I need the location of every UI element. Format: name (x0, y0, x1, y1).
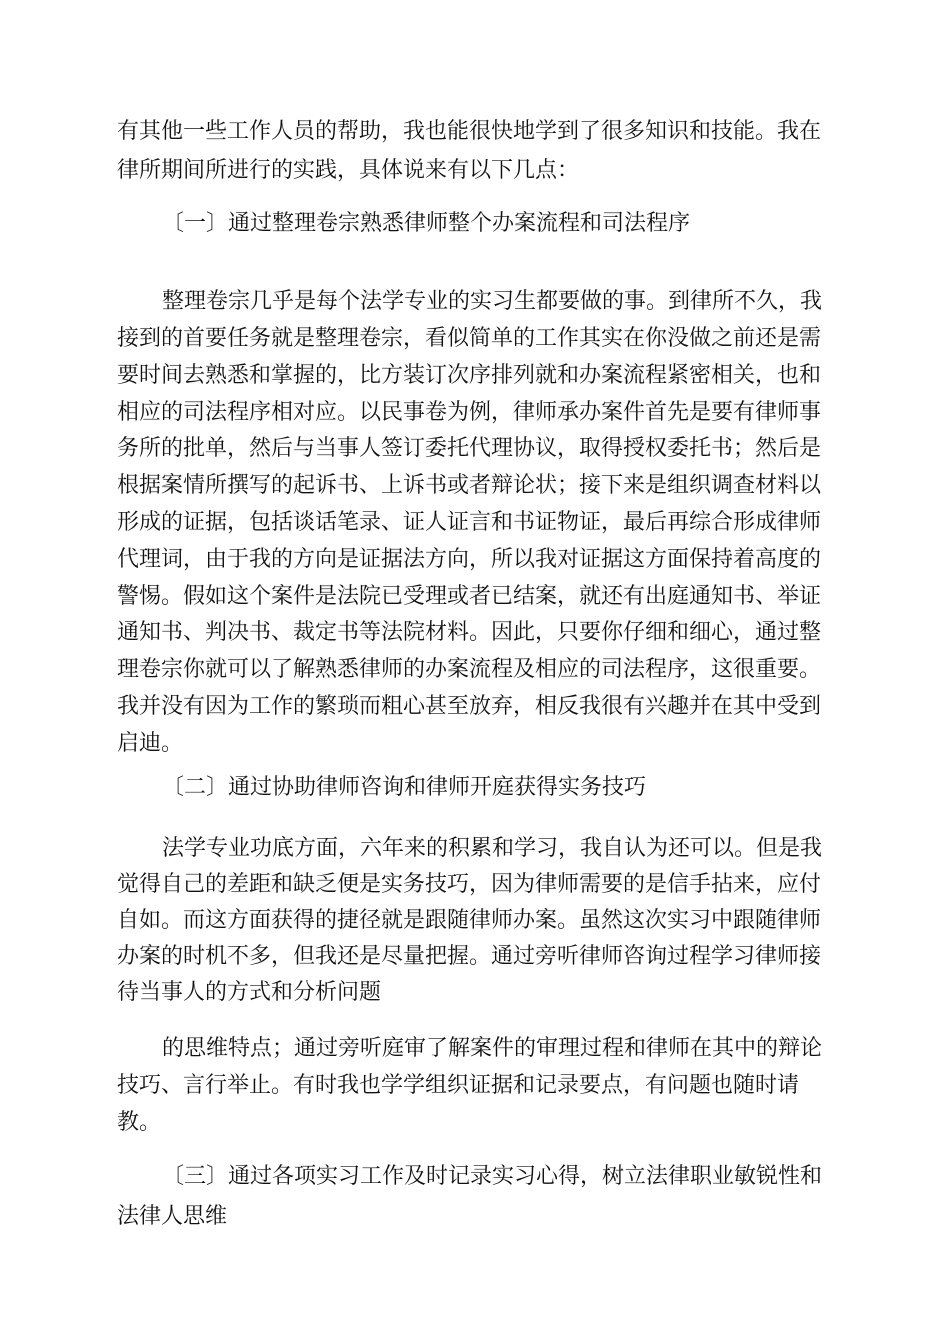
text-line: 务所的批单，然后与当事人签订委托代理协议，取得授权委托书；然后是 (117, 436, 822, 461)
text-line: 接到的首要任务就是整理卷宗，看似简单的工作其实在你没做之前还是需 (117, 326, 822, 351)
text-line: 启迪。 (117, 731, 184, 756)
text-line: 办案的时机不多，但我还是尽量把握。通过旁听律师咨询过程学习律师接 (117, 944, 822, 969)
text-line: 理卷宗你就可以了解熟悉律师的办案流程及相应的司法程序，这很重要。 (117, 657, 822, 682)
section-heading: 〔三〕通过各项实习工作及时记录实习心得，树立法律职业敏锐性和 (162, 1164, 823, 1189)
text-line: 自如。而这方面获得的捷径就是跟随律师办案。虽然这次实习中跟随律师 (117, 908, 822, 933)
text-line: 有其他一些工作人员的帮助，我也能很快地学到了很多知识和技能。我在 (117, 119, 822, 144)
text-line: 根据案情所撰写的起诉书、上诉书或者辩论状；接下来是组织调查材料以 (117, 473, 822, 498)
text-line: 整理卷宗几乎是每个法学专业的实习生都要做的事。到律所不久，我 (162, 289, 823, 314)
section-heading: 法律人思维 (117, 1204, 228, 1229)
text-line: 待当事人的方式和分析问题 (117, 980, 382, 1005)
text-line: 相应的司法程序相对应。以民事卷为例，律师承办案件首先是要有律师事 (117, 400, 822, 425)
text-line: 教。 (117, 1110, 162, 1135)
text-line: 觉得自己的差距和缺乏便是实务技巧，因为律师需要的是信手拈来，应付 (117, 872, 822, 897)
text-line: 要时间去熟悉和掌握的，比方装订次序排列就和办案流程紧密相关，也和 (117, 363, 822, 388)
text-line: 形成的证据，包括谈话笔录、证人证言和书证物证，最后再综合形成律师 (117, 510, 822, 535)
text-line: 代理词，由于我的方向是证据法方向，所以我对证据这方面保持着高度的 (117, 547, 822, 572)
text-line: 法学专业功底方面，六年来的积累和学习，我自认为还可以。但是我 (162, 836, 823, 861)
text-line: 的思维特点；通过旁听庭审了解案件的审理过程和律师在其中的辩论 (162, 1036, 823, 1061)
text-line: 通知书、判决书、裁定书等法院材料。因此，只要你仔细和细心，通过整 (117, 620, 822, 645)
text-line: 律所期间所进行的实践，具体说来有以下几点： (117, 158, 580, 183)
section-heading: 〔二〕通过协助律师咨询和律师开庭获得实务技巧 (162, 775, 647, 800)
section-heading: 〔一〕通过整理卷宗熟悉律师整个办案流程和司法程序 (162, 211, 691, 236)
text-line: 警惕。假如这个案件是法院已受理或者已结案，就还有出庭通知书、举证 (117, 584, 822, 609)
text-line: 技巧、言行举止。有时我也学学组织证据和记录要点，有问题也随时请 (117, 1073, 800, 1098)
text-line: 我并没有因为工作的繁琐而粗心甚至放弃，相反我很有兴趣并在其中受到 (117, 694, 822, 719)
